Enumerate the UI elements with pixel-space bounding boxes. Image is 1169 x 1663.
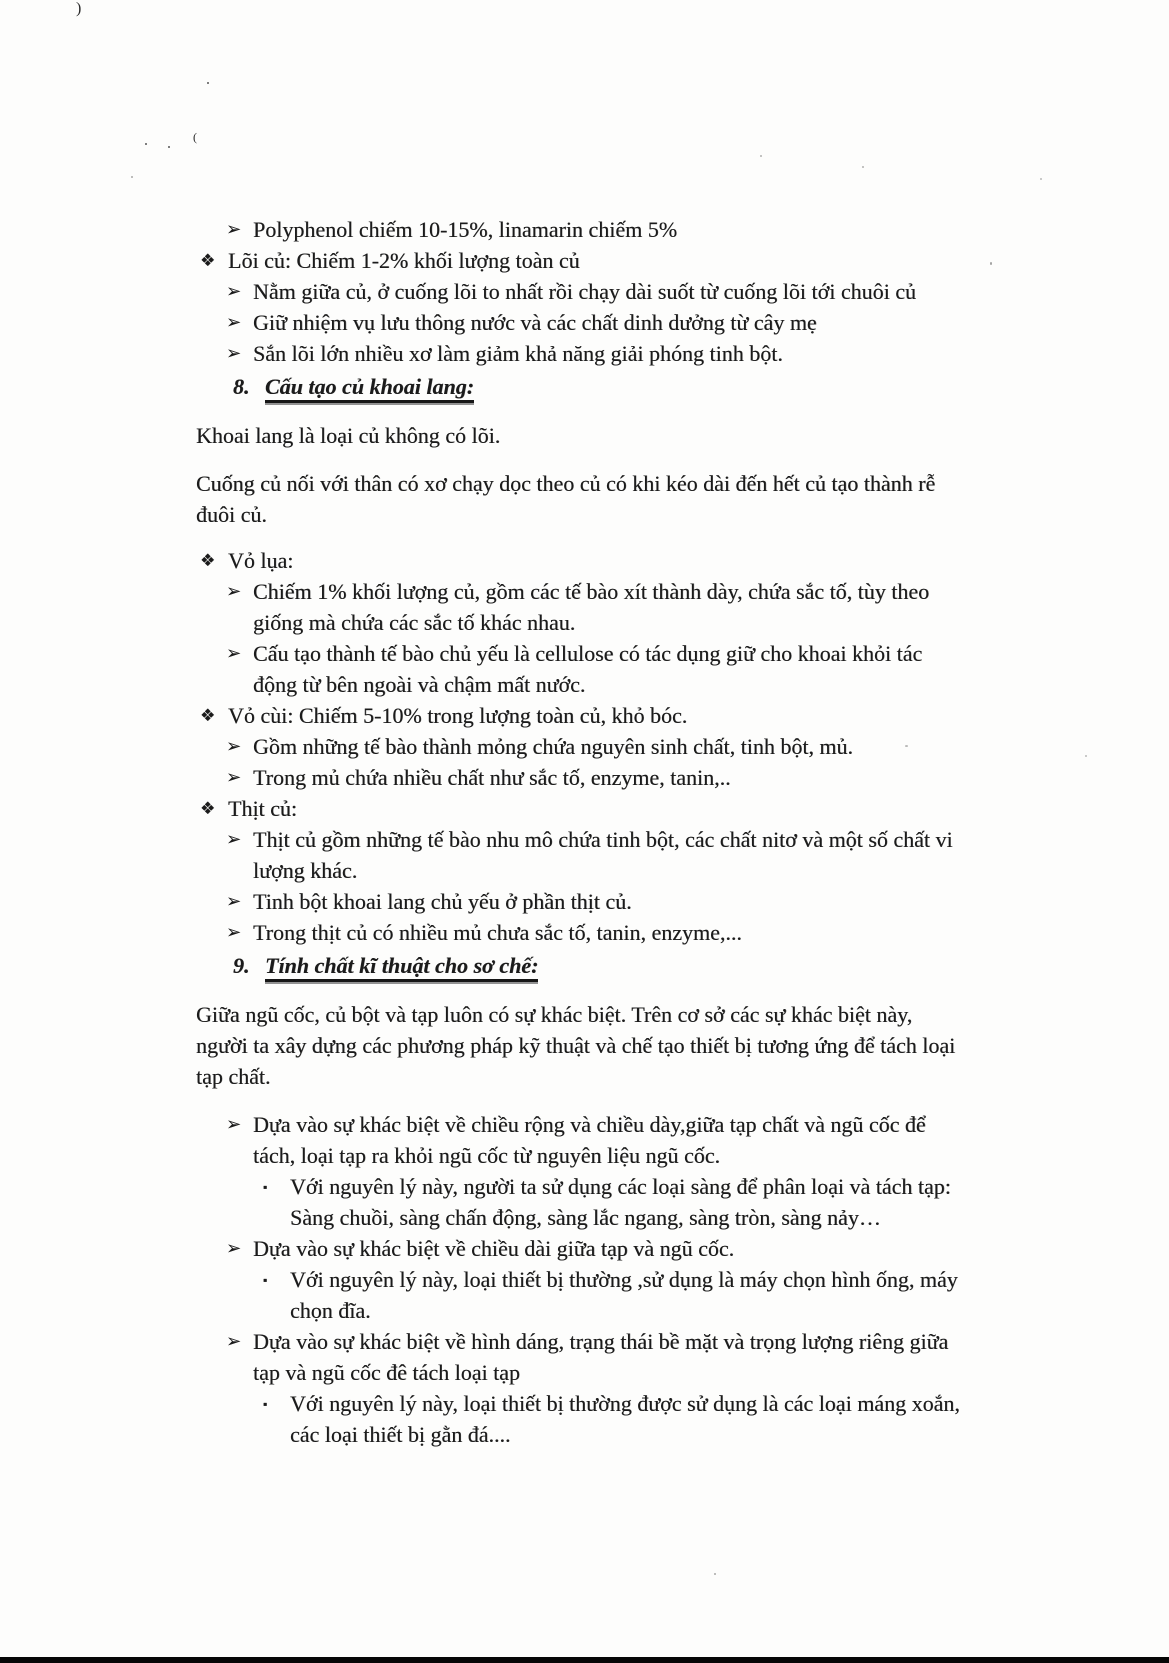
paragraph-line: đuôi củ. bbox=[196, 502, 267, 527]
square-bullet-icon: ▪ bbox=[263, 1397, 268, 1411]
list-item bbox=[196, 1109, 1026, 1140]
diamond-bullet-icon: ❖ bbox=[200, 551, 216, 570]
list-item-continuation: tách, loại tạp ra khỏi ngũ cốc từ nguyên liệu ngũ cốc. bbox=[253, 1143, 721, 1168]
paragraph-line: Cuống củ nối với thân có xơ chạy dọc theo củ có khi kéo dài đến hết củ tạo thành rễ bbox=[196, 471, 936, 496]
list-item-text: Trong mủ chứa nhiều chất như sắc tố, enzyme, tanin,.. bbox=[253, 765, 731, 790]
scan-speck bbox=[862, 166, 864, 168]
list-item bbox=[196, 1264, 1026, 1295]
list-item bbox=[196, 793, 1026, 824]
arrow-bullet-icon: ➢ bbox=[226, 1114, 242, 1134]
diamond-bullet-icon: ❖ bbox=[200, 706, 216, 725]
list-item-text: Polyphenol chiếm 10-15%, linamarin chiếm 5% bbox=[253, 217, 678, 242]
list-item-continuation: Sàng chuồi, sàng chấn động, sàng lắc ngang, sàng tròn, sàng nảy… bbox=[290, 1205, 881, 1230]
scan-speck bbox=[145, 143, 147, 145]
scan-speck bbox=[131, 176, 133, 178]
list-item-text: Nằm giữa củ, ở cuống lõi to nhất rồi chạy dài suốt từ cuống lõi tới chuôi củ bbox=[253, 279, 916, 304]
document-content bbox=[196, 214, 1026, 1450]
scan-speck bbox=[760, 155, 762, 157]
section-heading bbox=[196, 950, 1026, 981]
list-item bbox=[196, 762, 1026, 793]
square-bullet-icon: ▪ bbox=[263, 1273, 268, 1287]
list-item bbox=[196, 1388, 1026, 1419]
list-item-continuation: chọn đĩa. bbox=[290, 1298, 371, 1323]
arrow-bullet-icon: ➢ bbox=[226, 767, 242, 787]
list-item-text: Dựa vào sự khác biệt về chiều rộng và chiều dày,giữa tạp chất và ngũ cốc để bbox=[253, 1112, 926, 1137]
list-item bbox=[196, 338, 1026, 369]
scan-speck bbox=[207, 82, 209, 84]
section-title: Cấu tạo củ khoai lang: bbox=[265, 374, 474, 403]
list-item-continuation: giống mà chứa các sắc tố khác nhau. bbox=[253, 610, 576, 635]
list-item-text: Vỏ cùi: Chiếm 5-10% trong lượng toàn củ, khỏ bóc. bbox=[228, 703, 688, 728]
list-item-text: Giữ nhiệm vụ lưu thông nước và các chất dinh dưởng từ cây mẹ bbox=[253, 310, 817, 335]
list-item bbox=[196, 1326, 1026, 1357]
scan-speck bbox=[1040, 178, 1042, 180]
list-item bbox=[196, 576, 1026, 607]
list-item-continuation: tạp và ngũ cốc đê tách loại tạp bbox=[253, 1360, 520, 1385]
scan-speck bbox=[168, 146, 170, 148]
list-item-continuation: lượng khác. bbox=[253, 858, 358, 883]
list-item bbox=[196, 886, 1026, 917]
list-item-text: Với nguyên lý này, loại thiết bị thường được sử dụng là các loại máng xoắn, bbox=[290, 1391, 960, 1416]
arrow-bullet-icon: ➢ bbox=[226, 581, 242, 601]
list-item-text: Vỏ lụa: bbox=[228, 548, 294, 573]
list-item bbox=[196, 1171, 1026, 1202]
list-item-text: Dựa vào sự khác biệt về chiều dài giữa tạp và ngũ cốc. bbox=[253, 1236, 735, 1261]
list-item-text: Cấu tạo thành tế bào chủ yếu là cellulose có tác dụng giữ cho khoai khỏi tác bbox=[253, 641, 923, 666]
list-item-text: Sắn lõi lớn nhiều xơ làm giảm khả năng giải phóng tinh bột. bbox=[253, 341, 783, 366]
section-heading bbox=[196, 371, 1026, 402]
list-item-text: Thịt củ gồm những tế bào nhu mô chứa tinh bột, các chất nitơ và một số chất vi bbox=[253, 827, 953, 852]
diamond-bullet-icon: ❖ bbox=[200, 251, 216, 270]
arrow-bullet-icon: ➢ bbox=[226, 736, 242, 756]
paragraph-line: người ta xây dựng các phương pháp kỹ thuật và chế tạo thiết bị tương ứng để tách loại bbox=[196, 1033, 956, 1058]
arrow-bullet-icon: ➢ bbox=[226, 829, 242, 849]
arrow-bullet-icon: ➢ bbox=[226, 219, 242, 239]
list-item bbox=[196, 824, 1026, 855]
list-item bbox=[196, 638, 1026, 669]
list-item bbox=[196, 1233, 1026, 1264]
paragraph-line: Giữa ngũ cốc, củ bột và tạp luôn có sự khác biệt. Trên cơ sở các sự khác biệt này, bbox=[196, 1002, 913, 1027]
section-number: 9. bbox=[233, 953, 250, 978]
scan-speck bbox=[1085, 755, 1087, 757]
paragraph-line: Khoai lang là loại củ không có lõi. bbox=[196, 423, 501, 448]
list-item bbox=[196, 917, 1026, 948]
scan-edge-bar bbox=[0, 1657, 1169, 1663]
arrow-bullet-icon: ➢ bbox=[226, 891, 242, 911]
arrow-bullet-icon: ➢ bbox=[226, 1238, 242, 1258]
arrow-bullet-icon: ➢ bbox=[226, 1331, 242, 1351]
square-bullet-icon: ▪ bbox=[263, 1180, 268, 1194]
scan-artifact: ( bbox=[193, 130, 197, 144]
arrow-bullet-icon: ➢ bbox=[226, 922, 242, 942]
scan-speck bbox=[714, 1573, 716, 1575]
list-item-text: Tinh bột khoai lang chủ yếu ở phần thịt củ. bbox=[253, 889, 632, 914]
list-item bbox=[196, 731, 1026, 762]
arrow-bullet-icon: ➢ bbox=[226, 343, 242, 363]
list-item bbox=[196, 700, 1026, 731]
scan-artifact: ) bbox=[76, 0, 82, 17]
list-item bbox=[196, 245, 1026, 276]
section-number: 8. bbox=[233, 374, 250, 399]
list-item-text: Chiếm 1% khối lượng củ, gồm các tế bào xít thành dày, chứa sắc tố, tùy theo bbox=[253, 579, 930, 604]
list-item-text: Với nguyên lý này, loại thiết bị thường ,sử dụng là máy chọn hình ống, máy bbox=[290, 1267, 958, 1292]
list-item-text: Với nguyên lý này, người ta sử dụng các loại sàng để phân loại và tách tạp: bbox=[290, 1174, 951, 1199]
diamond-bullet-icon: ❖ bbox=[200, 799, 216, 818]
list-item-continuation: các loại thiết bị gằn đá.... bbox=[290, 1422, 511, 1447]
arrow-bullet-icon: ➢ bbox=[226, 281, 242, 301]
section-title: Tính chất kĩ thuật cho sơ chế: bbox=[265, 953, 538, 982]
list-item-text: Trong thịt củ có nhiều mủ chưa sắc tố, tanin, enzyme,... bbox=[253, 920, 742, 945]
list-item-text: Lõi củ: Chiếm 1-2% khối lượng toàn củ bbox=[228, 248, 580, 273]
list-item bbox=[196, 545, 1026, 576]
list-item-continuation: động từ bên ngoài và chậm mất nước. bbox=[253, 672, 586, 697]
list-item bbox=[196, 276, 1026, 307]
list-item bbox=[196, 307, 1026, 338]
list-item-text: Gồm những tế bào thành mỏng chứa nguyên sinh chất, tinh bột, mủ. bbox=[253, 734, 854, 759]
arrow-bullet-icon: ➢ bbox=[226, 312, 242, 332]
list-item-text: Dựa vào sự khác biệt về hình dáng, trạng thái bề mặt và trọng lượng riêng giữa bbox=[253, 1329, 949, 1354]
arrow-bullet-icon: ➢ bbox=[226, 643, 242, 663]
paragraph-line: tạp chất. bbox=[196, 1064, 271, 1089]
list-item bbox=[196, 214, 1026, 245]
list-item-text: Thịt củ: bbox=[228, 796, 298, 821]
